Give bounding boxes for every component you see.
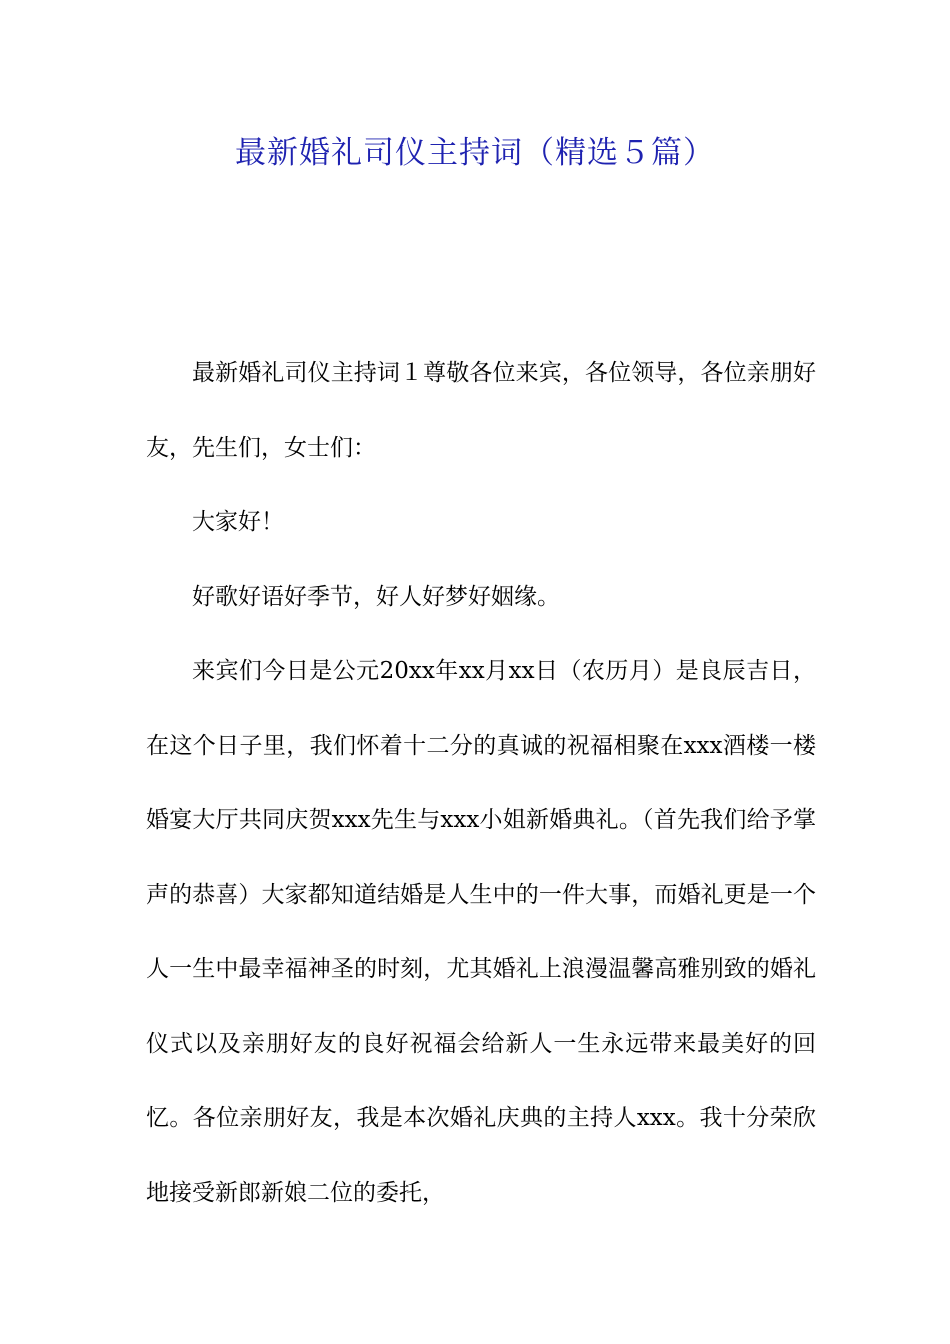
paragraph-greeting: 最新婚礼司仪主持词１尊敬各位来宾，各位领导，各位亲朋好友，先生们，女士们： bbox=[146, 360, 816, 461]
paragraph-ceremony: 来宾们今日是公元20xx年xx月xx日（农历月）是良辰吉日，在这个日子里，我们怀着十二分的真诚的祝福相聚在xxx酒楼一楼婚宴大厅共同庆贺xxx先生与xxx小姐新婚典礼。（首先我们给予掌声的恭喜）大家都知道结婚是人生中的一件大事，而婚礼更是一个人一生中最幸福神圣的时刻，尤其婚礼上浪漫温馨高雅别致的婚礼仪式以及亲朋好友的良好祝福会给新人一生永远带来最美好的回忆。各位亲朋好友，我是本次婚礼庆典的主持人xxx。我十分荣欣地接受新郎新娘二位的委托， bbox=[146, 658, 816, 1206]
paragraph-couplet: 好歌好语好季节，好人好梦好姻缘。 bbox=[192, 583, 560, 610]
document-body bbox=[146, 336, 816, 1230]
paragraph-hello: 大家好！ bbox=[192, 509, 284, 535]
document-title: 最新婚礼司仪主持词（精选５篇） bbox=[235, 135, 715, 171]
